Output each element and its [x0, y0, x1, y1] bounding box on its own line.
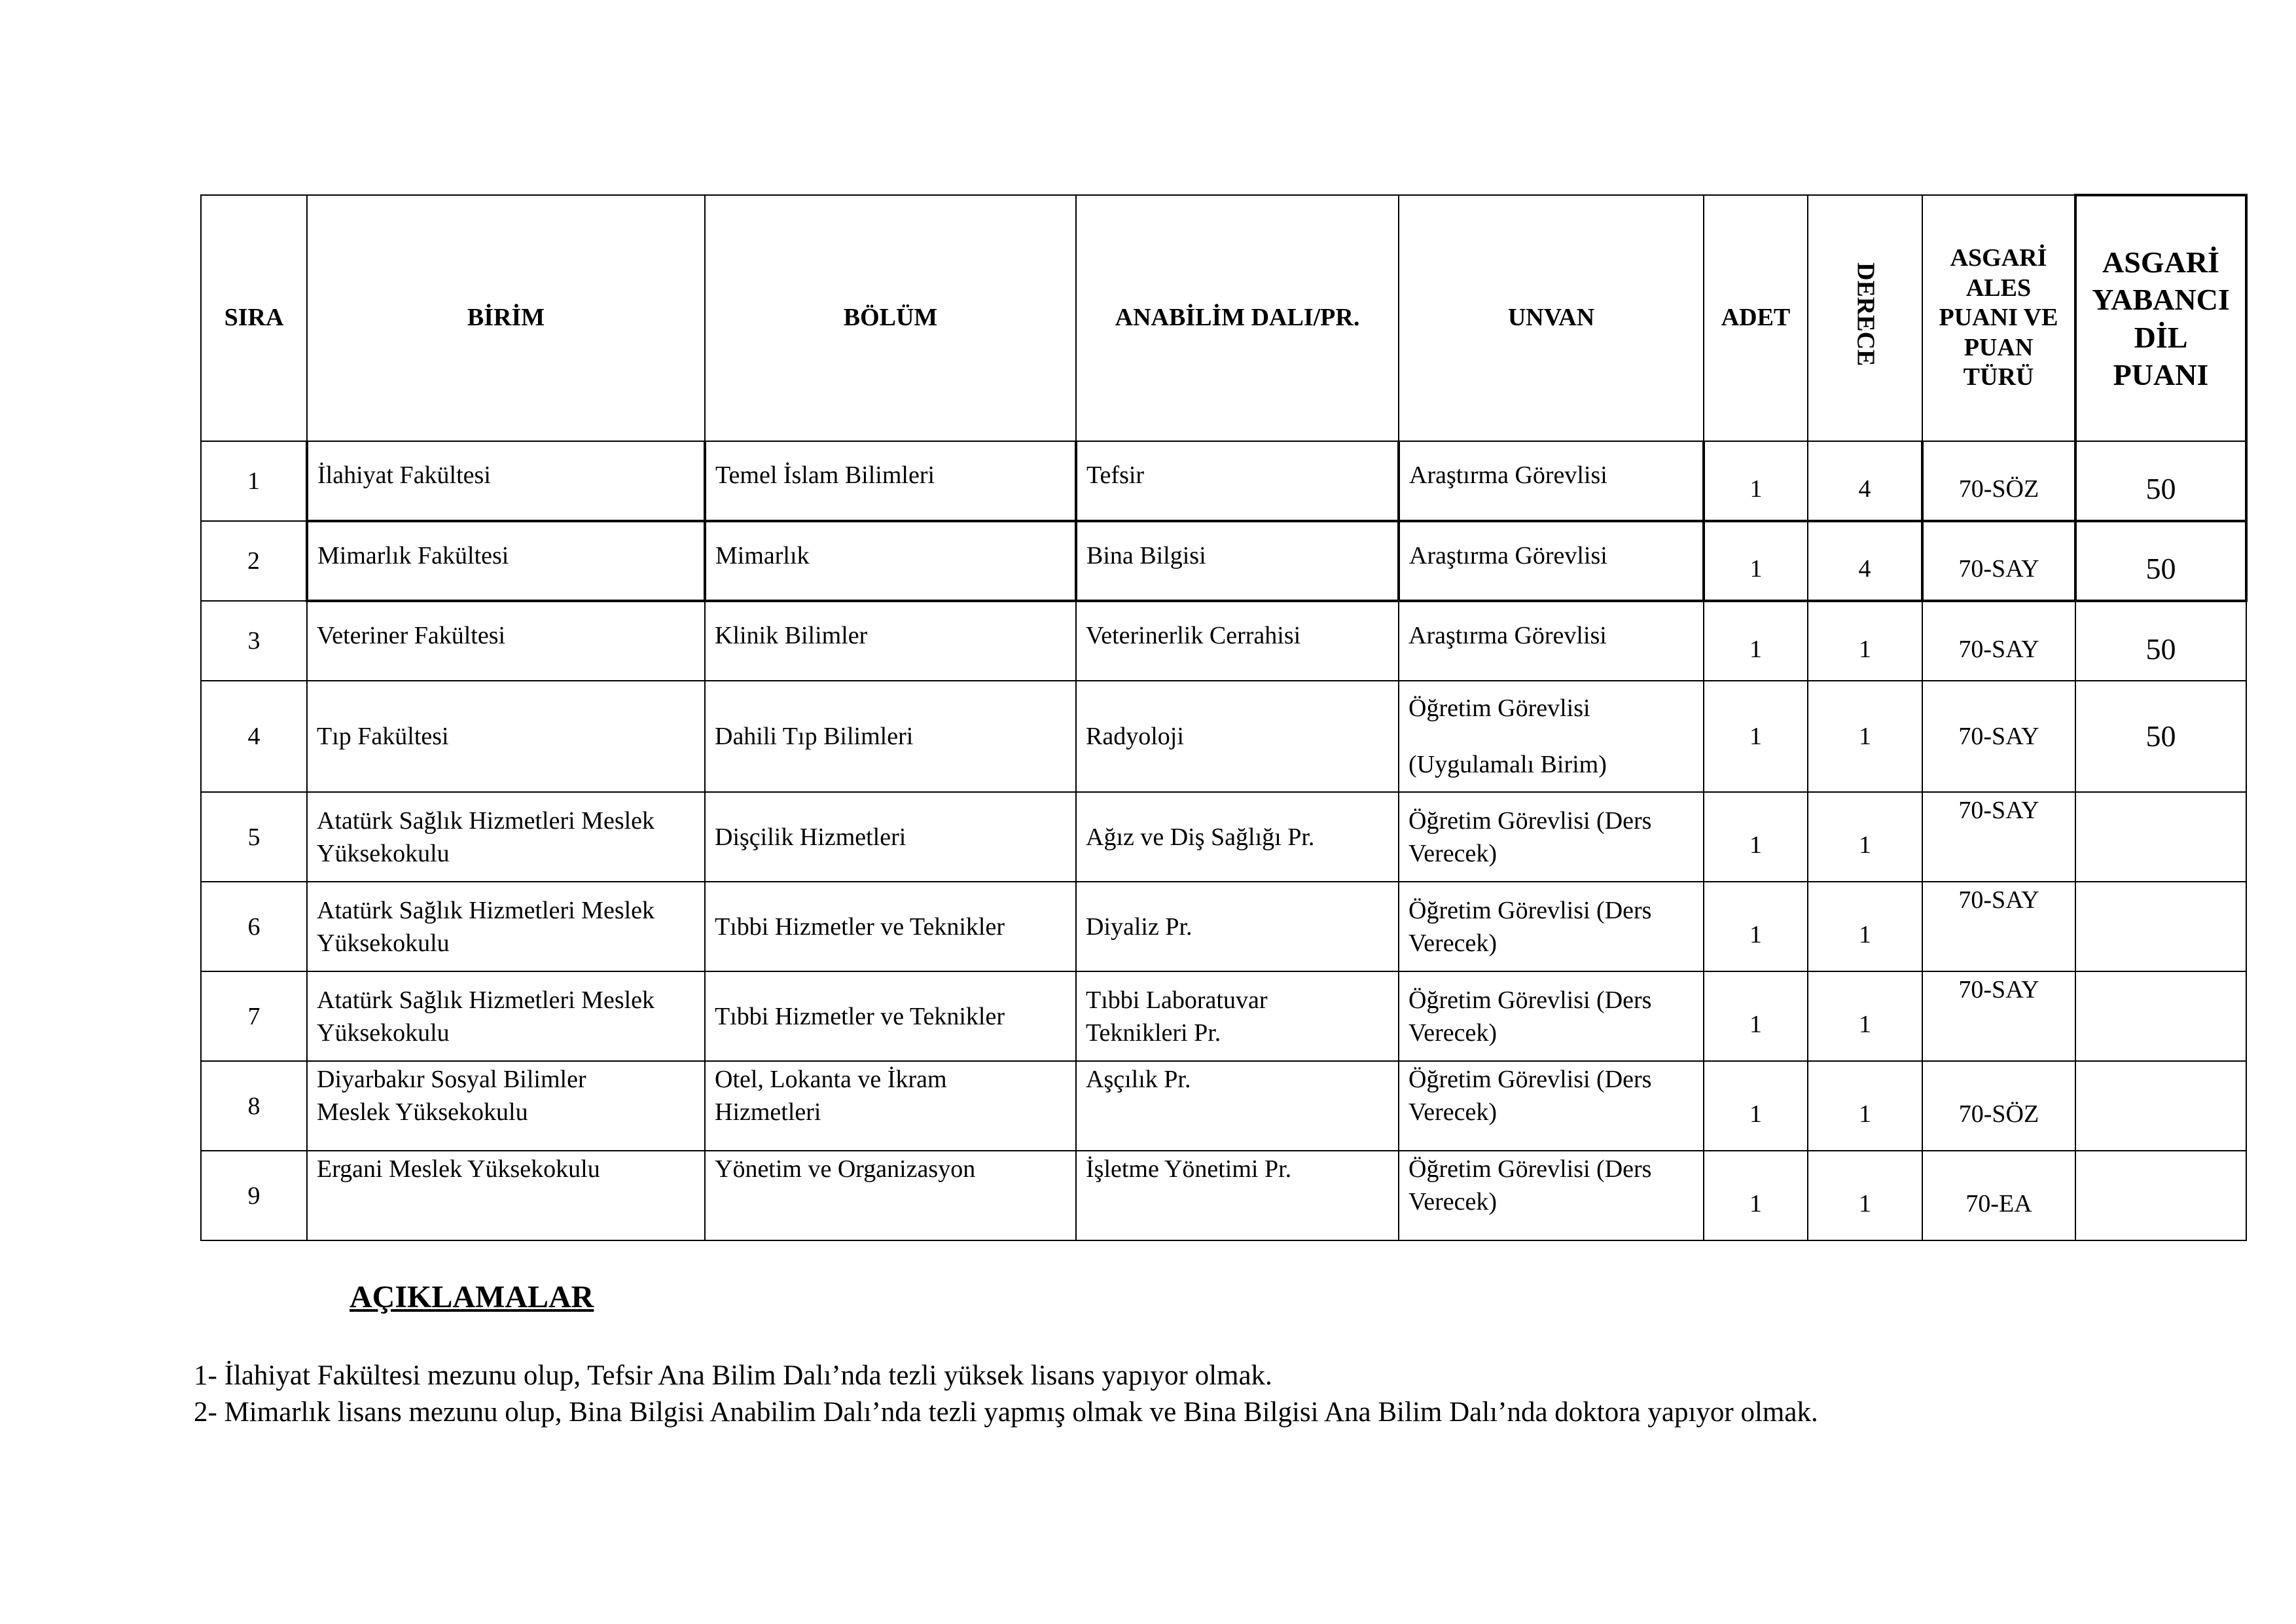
cell-line: Araştırma Görevlisi [1409, 461, 1607, 489]
cell-bolum [705, 521, 1076, 601]
cell-birim [307, 1061, 705, 1151]
header-ales [1922, 195, 2075, 441]
cell-anabilim [1076, 681, 1399, 792]
cell-ales: 70-SAY [1922, 521, 2075, 601]
cell-line: Meslek Yüksekokulu [317, 1098, 528, 1126]
cell-line: Dişçilik Hizmetleri [715, 823, 906, 851]
cell-line: Hizmetleri [715, 1098, 821, 1126]
cell-sira: 2 [201, 521, 307, 601]
cell-dil: 50 [2075, 681, 2246, 792]
header-bolum: BÖLÜM [705, 195, 1076, 441]
cell-birim [307, 521, 705, 601]
cell-bolum [705, 882, 1076, 971]
table-row [201, 601, 2246, 681]
cell-dil [2075, 882, 2246, 971]
cell-anabilim [1076, 441, 1399, 521]
cell-adet: 1 [1704, 971, 1808, 1061]
cell-ales: 70-SAY [1922, 601, 2075, 681]
cell-anabilim [1076, 601, 1399, 681]
header-birim: BİRİM [307, 195, 705, 441]
cell-line: Teknikleri Pr. [1086, 1019, 1221, 1047]
cell-unvan [1399, 681, 1704, 792]
cell-line: Öğretim Görevlisi (Ders [1408, 806, 1652, 835]
cell-dil [2075, 1151, 2246, 1240]
cell-unvan [1399, 521, 1704, 601]
cell-bolum [705, 681, 1076, 792]
cell-line: Araştırma Görevlisi [1408, 622, 1607, 649]
cell-adet: 1 [1704, 681, 1808, 792]
table-header-row [201, 195, 2246, 441]
cell-unvan [1399, 441, 1704, 521]
cell-line: Atatürk Sağlık Hizmetleri Meslek [317, 986, 655, 1014]
cell-bolum [705, 601, 1076, 681]
cell-adet: 1 [1704, 521, 1808, 601]
cell-bolum [705, 792, 1076, 882]
cell-line: Öğretim Görevlisi (Ders [1408, 896, 1652, 924]
cell-sira: 1 [201, 441, 307, 521]
cell-line: Verecek) [1408, 1188, 1498, 1216]
cell-ales: 70-SÖZ [1922, 441, 2075, 521]
cell-line: Yüksekokulu [317, 1019, 450, 1047]
cell-line: Mimarlık [715, 542, 810, 569]
cell-dil [2075, 971, 2246, 1061]
cell-line: Yüksekokulu [317, 929, 450, 957]
table-row [201, 792, 2246, 882]
cell-derece: 1 [1808, 971, 1922, 1061]
header-derece [1808, 195, 1922, 441]
cell-sira: 7 [201, 971, 307, 1061]
cell-line: Tıbbi Hizmetler ve Teknikler [715, 1002, 1005, 1030]
cell-line: Tefsir [1086, 461, 1145, 489]
header-dil-line: DİL [2134, 320, 2188, 354]
cell-dil: 50 [2075, 521, 2246, 601]
cell-birim [307, 971, 705, 1061]
cell-line: Ergani Meslek Yüksekokulu [317, 1155, 600, 1183]
cell-birim [307, 681, 705, 792]
cell-derece: 1 [1808, 601, 1922, 681]
cell-unvan [1399, 601, 1704, 681]
header-sira: SIRA [201, 195, 307, 441]
cell-ales: 70-EA [1922, 1151, 2075, 1240]
cell-sira: 4 [201, 681, 307, 792]
header-dil-line: YABANCI [2092, 283, 2230, 316]
cell-anabilim [1076, 882, 1399, 971]
cell-line: Tıbbi Laboratuvar [1086, 986, 1268, 1014]
header-ales-line: ALES [1965, 274, 2032, 302]
cell-line: Verecek) [1408, 929, 1498, 957]
cell-line: Radyoloji [1086, 723, 1184, 750]
cell-line: Yönetim ve Organizasyon [715, 1155, 976, 1183]
cell-line: Mimarlık Fakültesi [317, 542, 509, 569]
table-row [201, 971, 2246, 1061]
cell-derece: 4 [1808, 441, 1922, 521]
cell-line: Öğretim Görevlisi (Ders [1408, 1155, 1652, 1183]
header-derece-label: DERECE [1852, 262, 1880, 367]
table-row [201, 681, 2246, 792]
cell-unvan [1399, 971, 1704, 1061]
cell-line: (Uygulamalı Birim) [1408, 751, 1607, 778]
cell-ales: 70-SÖZ [1922, 1061, 2075, 1151]
header-ales-line: TÜRÜ [1963, 363, 2034, 391]
header-ales-line: ASGARİ [1950, 244, 2047, 272]
note-item: 1- İlahiyat Fakültesi mezunu olup, Tefsir Ana Bilim Dalı’nda tezli yüksek lisans yapıyor olmak. [194, 1360, 1272, 1391]
cell-ales: 70-SAY [1922, 882, 2075, 971]
cell-line: Aşçılık Pr. [1086, 1066, 1191, 1093]
cell-line: Öğretim Görevlisi [1408, 695, 1590, 722]
cell-line: Araştırma Görevlisi [1409, 542, 1607, 569]
cell-line: Verecek) [1408, 839, 1498, 867]
notes-list [194, 1358, 1818, 1431]
header-dil-line: PUANI [2113, 358, 2209, 391]
table-row [201, 521, 2246, 601]
table-row [201, 1151, 2246, 1240]
cell-anabilim [1076, 1151, 1399, 1240]
cell-line: Tıbbi Hizmetler ve Teknikler [715, 912, 1005, 941]
header-anabilim: ANABİLİM DALI/PR. [1076, 195, 1399, 441]
cell-bolum [705, 1061, 1076, 1151]
cell-line: Tıp Fakültesi [317, 723, 449, 750]
cell-birim [307, 601, 705, 681]
cell-ales: 70-SAY [1922, 681, 2075, 792]
notes-heading: AÇIKLAMALAR [350, 1280, 594, 1314]
cell-adet: 1 [1704, 882, 1808, 971]
header-unvan: UNVAN [1399, 195, 1704, 441]
cell-anabilim [1076, 521, 1399, 601]
note-item: 2- Mimarlık lisans mezunu olup, Bina Bilgisi Anabilim Dalı’nda tezli yapmış olmak ve Bina Bilgisi Ana Bilim Dalı’nda doktora yapıyor olmak. [194, 1397, 1818, 1428]
header-dil [2075, 195, 2246, 441]
cell-line: Bina Bilgisi [1086, 542, 1206, 569]
cell-line: Otel, Lokanta ve İkram [715, 1066, 947, 1093]
cell-unvan [1399, 882, 1704, 971]
cell-adet: 1 [1704, 601, 1808, 681]
cell-line: Ağız ve Diş Sağlığı Pr. [1086, 823, 1315, 851]
cell-bolum [705, 971, 1076, 1061]
cell-adet: 1 [1704, 1151, 1808, 1240]
cell-line: Verecek) [1408, 1098, 1498, 1126]
cell-birim [307, 1151, 705, 1240]
cell-line: Yüksekokulu [317, 839, 450, 867]
cell-ales: 70-SAY [1922, 792, 2075, 882]
cell-line: İşletme Yönetimi Pr. [1086, 1155, 1292, 1183]
header-ales-line: PUANI VE [1939, 304, 2058, 332]
cell-derece: 1 [1808, 681, 1922, 792]
table-row [201, 441, 2246, 521]
cell-birim [307, 441, 705, 521]
cell-line: İlahiyat Fakültesi [317, 461, 491, 489]
cell-ales: 70-SAY [1922, 971, 2075, 1061]
cell-dil: 50 [2075, 441, 2246, 521]
cell-derece: 1 [1808, 1151, 1922, 1240]
cell-line: Dahili Tıp Bilimleri [715, 723, 914, 750]
cell-unvan [1399, 1061, 1704, 1151]
table-row [201, 1061, 2246, 1151]
cell-adet: 1 [1704, 441, 1808, 521]
cell-anabilim [1076, 971, 1399, 1061]
header-adet: ADET [1704, 195, 1808, 441]
cell-line: Temel İslam Bilimleri [715, 461, 935, 489]
cell-sira: 6 [201, 882, 307, 971]
cell-line: Veteriner Fakültesi [317, 622, 506, 649]
cell-dil [2075, 792, 2246, 882]
cell-derece: 4 [1808, 521, 1922, 601]
cell-line: Veterinerlik Cerrahisi [1086, 622, 1301, 649]
cell-sira: 8 [201, 1061, 307, 1151]
cell-line: Verecek) [1408, 1019, 1498, 1047]
positions-table [200, 194, 2248, 1241]
cell-birim [307, 792, 705, 882]
cell-sira: 3 [201, 601, 307, 681]
cell-dil: 50 [2075, 601, 2246, 681]
cell-bolum [705, 1151, 1076, 1240]
cell-dil [2075, 1061, 2246, 1151]
header-dil-line: ASGARİ [2102, 245, 2219, 279]
cell-sira: 5 [201, 792, 307, 882]
cell-anabilim [1076, 792, 1399, 882]
cell-line: Diyaliz Pr. [1086, 912, 1193, 941]
cell-line: Öğretim Görevlisi (Ders [1408, 1066, 1652, 1093]
cell-bolum [705, 441, 1076, 521]
cell-line: Atatürk Sağlık Hizmetleri Meslek [317, 806, 655, 835]
cell-birim [307, 882, 705, 971]
table-row [201, 882, 2246, 971]
cell-adet: 1 [1704, 792, 1808, 882]
cell-adet: 1 [1704, 1061, 1808, 1151]
cell-derece: 1 [1808, 1061, 1922, 1151]
cell-anabilim [1076, 1061, 1399, 1151]
cell-unvan [1399, 1151, 1704, 1240]
cell-derece: 1 [1808, 882, 1922, 971]
cell-sira: 9 [201, 1151, 307, 1240]
cell-line: Klinik Bilimler [715, 622, 868, 649]
cell-line: Diyarbakır Sosyal Bilimler [317, 1066, 586, 1093]
header-ales-line: PUAN [1964, 333, 2034, 361]
cell-unvan [1399, 792, 1704, 882]
cell-line: Atatürk Sağlık Hizmetleri Meslek [317, 896, 655, 924]
cell-derece: 1 [1808, 792, 1922, 882]
cell-line: Öğretim Görevlisi (Ders [1408, 986, 1652, 1014]
